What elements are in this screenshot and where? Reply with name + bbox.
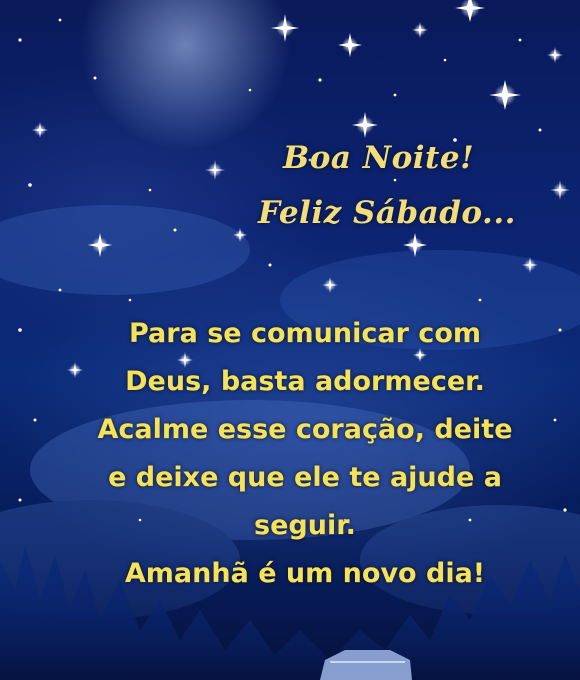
star-icon <box>338 33 362 57</box>
star-icon <box>489 80 521 110</box>
greeting-subtitle: Feliz Sábado... <box>258 195 516 231</box>
star-icon <box>412 22 428 38</box>
star-icon <box>455 0 485 22</box>
crescent-moon <box>80 0 290 150</box>
star-icon <box>32 122 48 138</box>
greeting-title: Boa Noite! <box>283 140 475 176</box>
message-line: Acalme esse coração, deite <box>97 414 513 445</box>
message-line: Amanhã é um novo dia! <box>124 558 486 589</box>
message-block <box>60 310 550 598</box>
message-line: e deixe que ele te ajude a <box>108 462 502 493</box>
message-line: seguir. <box>254 510 356 541</box>
star-icon <box>352 112 378 138</box>
message-line: Para se comunicar com <box>128 318 481 349</box>
message-line: Deus, basta adormecer. <box>125 366 485 397</box>
star-icon <box>547 47 563 63</box>
